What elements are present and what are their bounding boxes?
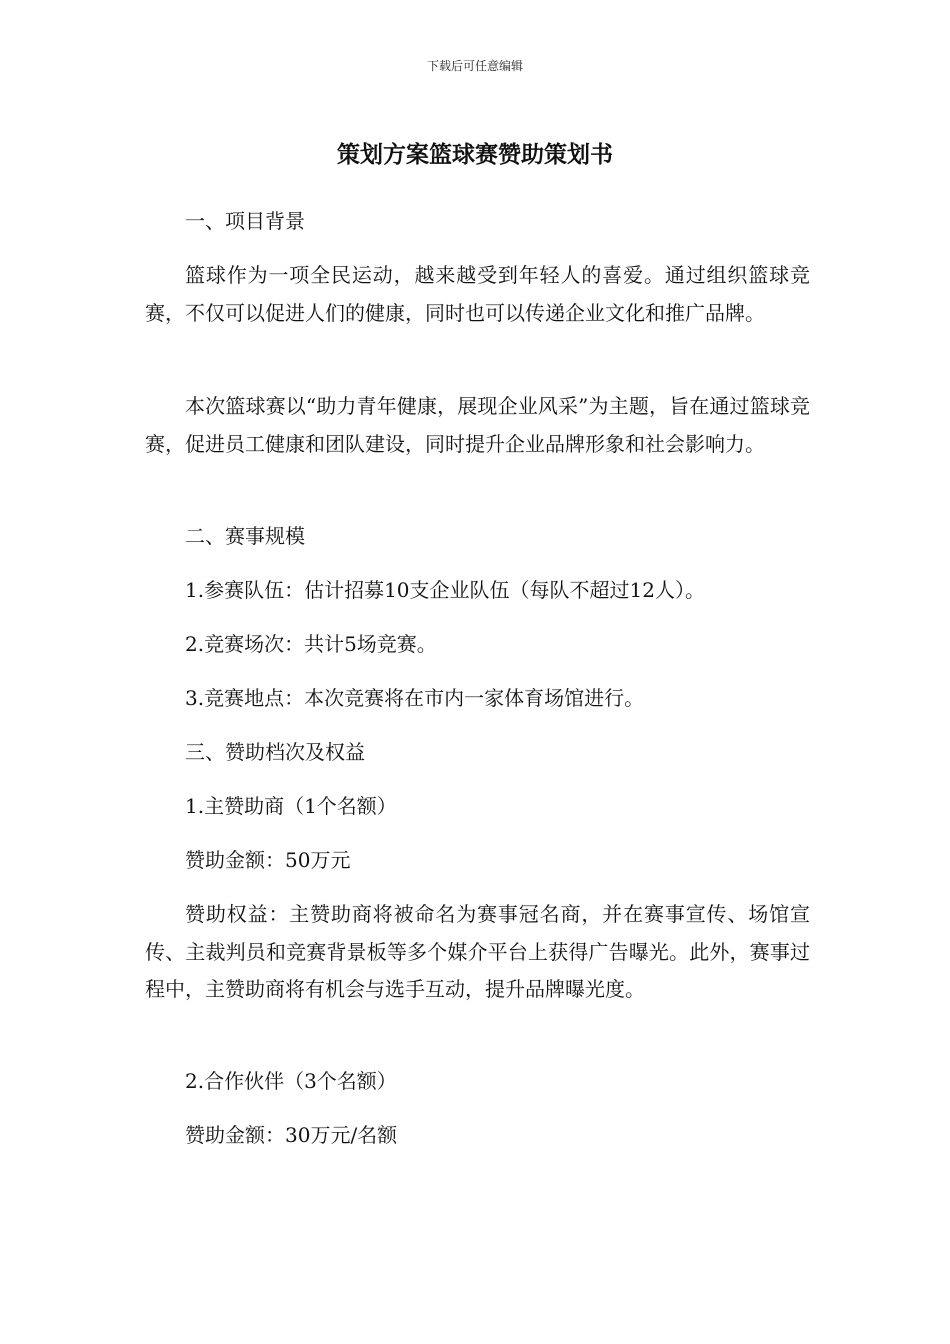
paragraph: 赞助金额：50万元 <box>185 848 351 872</box>
section-heading-sponsor-wrap <box>145 734 810 772</box>
section-heading-background <box>145 203 810 241</box>
document-title: 策划方案篮球赛赞助策划书 <box>337 142 613 168</box>
main-sponsor-amount-wrap <box>145 842 810 880</box>
list-item-matches-wrap <box>145 626 810 664</box>
section-heading-scale-wrap <box>145 518 810 556</box>
section-heading: 二、赛事规模 <box>185 524 305 548</box>
list-item: 2.合作伙伴（3个名额） <box>185 1069 397 1093</box>
list-item-teams-wrap <box>145 572 810 610</box>
list-item: 1.参赛队伍：估计招募10支企业队伍（每队不超过12人）。 <box>185 578 705 602</box>
list-item: 3.竞赛地点：本次竞赛将在市内一家体育场馆进行。 <box>185 686 645 710</box>
section-heading: 三、赞助档次及权益 <box>185 740 365 764</box>
list-item-venue-wrap <box>145 680 810 718</box>
paragraph: 本次篮球赛以“助力青年健康，展现企业风采”为主题，旨在通过篮球竞赛，促进员工健康和团队建设，同时提升企业品牌形象和社会影响力。 <box>145 394 810 456</box>
paragraph-background-2 <box>145 388 810 463</box>
partner-amount-wrap <box>145 1117 810 1155</box>
paragraph-background-1 <box>145 257 810 332</box>
paragraph: 篮球作为一项全民运动，越来越受到年轻人的喜爱。通过组织篮球竞赛，不仅可以促进人们的健康，同时也可以传递企业文化和推广品牌。 <box>145 263 810 325</box>
list-item: 2.竞赛场次：共计5场竞赛。 <box>185 632 437 656</box>
paragraph: 赞助金额：30万元/名额 <box>185 1123 398 1147</box>
list-item: 1.主赞助商（1个名额） <box>185 794 397 818</box>
list-item-main-sponsor-wrap <box>145 788 810 826</box>
section-heading: 一、项目背景 <box>185 209 305 233</box>
header-note: 下载后可任意编辑 <box>426 59 523 73</box>
list-item-partners-wrap <box>145 1063 810 1101</box>
main-sponsor-rights-wrap <box>145 896 810 1009</box>
paragraph: 赞助权益：主赞助商将被命名为赛事冠名商，并在赛事宣传、场馆宣传、主裁判员和竞赛背景板等多个媒介平台上获得广告曝光。此外，赛事过程中，主赞助商将有机会与选手互动，提升品牌曝光度。 <box>145 902 810 1001</box>
